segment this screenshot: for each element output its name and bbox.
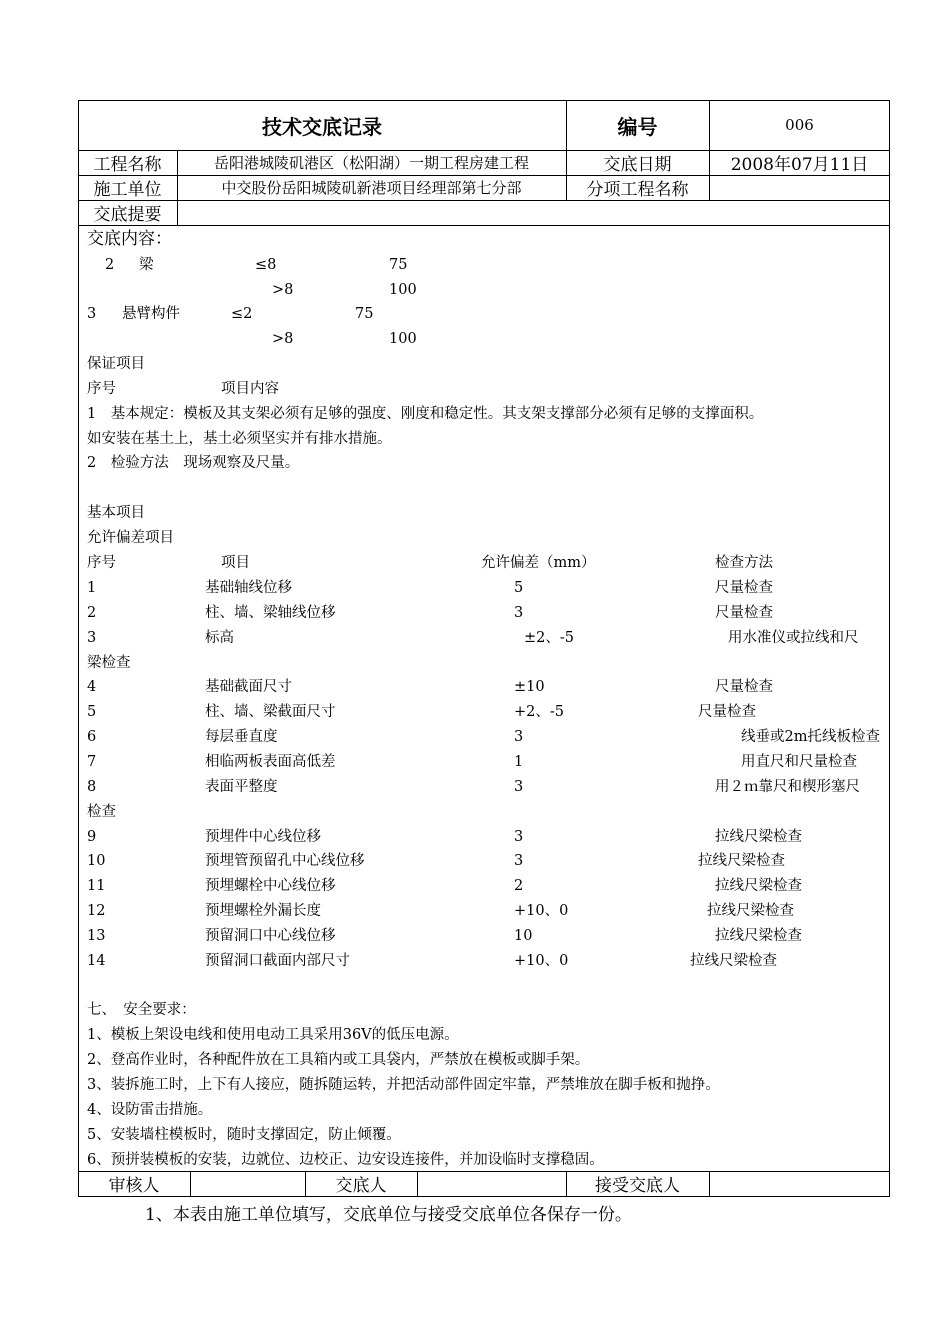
project-value[interactable]: 岳阳港城陵矶港区（松阳湖）一期工程房建工程 bbox=[213, 154, 529, 172]
border-left bbox=[78, 100, 79, 1197]
row-no: 2 bbox=[87, 605, 97, 621]
row-method: 用直尺和尺量检查 bbox=[741, 754, 857, 770]
beam-name: 梁 bbox=[139, 257, 154, 273]
table-row-cont: 检查 bbox=[87, 804, 116, 820]
unit-label: 施工单位 bbox=[93, 180, 162, 200]
safety-item: 2、登高作业时，各种配件放在工具箱内或工具袋内，严禁放在模板或脚手架。 bbox=[87, 1052, 590, 1068]
row-item: 预埋螺栓外漏长度 bbox=[205, 903, 321, 919]
cantilever-val2: 100 bbox=[389, 331, 417, 347]
receiver-label: 接受交底人 bbox=[595, 1176, 680, 1196]
row-item: 柱、墙、梁截面尺寸 bbox=[205, 704, 336, 720]
cantilever-no: 3 bbox=[87, 306, 97, 322]
row-item: 标高 bbox=[205, 630, 234, 646]
row-item: 表面平整度 bbox=[205, 779, 278, 795]
cantilever-cond1: ≤2 bbox=[231, 306, 253, 322]
form-title: 技术交底记录 bbox=[262, 114, 382, 139]
tolerance-title: 允许偏差项目 bbox=[87, 530, 174, 546]
row-item: 柱、墙、梁轴线位移 bbox=[205, 605, 336, 621]
content-intro: 交底内容： bbox=[87, 229, 172, 249]
row-item: 基础截面尺寸 bbox=[205, 679, 292, 695]
row-no: 4 bbox=[87, 679, 97, 695]
row-tolerance: 3 bbox=[514, 829, 524, 845]
guarantee-item-1-cont: 如安装在基土上，基土必须坚实并有排水措施。 bbox=[87, 431, 392, 447]
row-method: 拉线尺梁检查 bbox=[690, 953, 777, 969]
summary-value[interactable] bbox=[177, 200, 889, 225]
subproject-value[interactable] bbox=[709, 175, 890, 200]
beam-val2: 100 bbox=[389, 282, 417, 298]
unit-value[interactable]: 中交股份岳阳城陵矶新港项目经理部第七分部 bbox=[221, 179, 522, 197]
row-method: 尺量检查 bbox=[715, 605, 773, 621]
number-value[interactable]: 006 bbox=[785, 116, 814, 134]
row-item: 相临两板表面高低差 bbox=[205, 754, 336, 770]
guarantee-item-1: 1 基本规定：模板及其支架必须有足够的强度、刚度和稳定性。其支架支撑部分必须有足够的支撑面积。 bbox=[87, 406, 764, 422]
row-tolerance: 1 bbox=[514, 754, 524, 770]
beam-val1: 75 bbox=[389, 257, 408, 273]
row-no: 6 bbox=[87, 729, 97, 745]
receiver-field[interactable] bbox=[709, 1171, 890, 1196]
beam-cond1: ≤8 bbox=[255, 257, 277, 273]
footnote: 1、本表由施工单位填写，交底单位与接受交底单位各保存一份。 bbox=[145, 1205, 632, 1225]
row-method: 拉线尺梁检查 bbox=[715, 928, 802, 944]
row-tolerance: +2、-5 bbox=[514, 704, 564, 720]
row-item: 预埋件中心线位移 bbox=[205, 829, 321, 845]
row-tolerance: +10、0 bbox=[514, 953, 569, 969]
row-no: 8 bbox=[87, 779, 97, 795]
row-tolerance: 2 bbox=[514, 878, 524, 894]
divider-summary bbox=[78, 225, 890, 226]
reviewer-field[interactable] bbox=[190, 1171, 305, 1196]
row-method: 拉线尺梁检查 bbox=[715, 878, 802, 894]
header-tolerance: 允许偏差（mm） bbox=[481, 555, 596, 571]
basic-title: 基本项目 bbox=[87, 505, 145, 521]
number-label: 编号 bbox=[617, 114, 658, 139]
row-no: 14 bbox=[87, 953, 106, 969]
row-item: 预留洞口中心线位移 bbox=[205, 928, 336, 944]
row-method: 拉线尺梁检查 bbox=[707, 903, 794, 919]
reviewer-label: 审核人 bbox=[108, 1176, 160, 1196]
project-label: 工程名称 bbox=[93, 155, 162, 175]
row-method: 用水准仪或拉线和尺 bbox=[728, 630, 859, 646]
presenter-label: 交底人 bbox=[335, 1176, 387, 1196]
guarantee-header-no: 序号 bbox=[87, 381, 116, 397]
row-method: 尺量检查 bbox=[715, 580, 773, 596]
row-no: 1 bbox=[87, 580, 97, 596]
header-no: 序号 bbox=[87, 555, 116, 571]
row-no: 5 bbox=[87, 704, 97, 720]
cantilever-cond2: >8 bbox=[272, 331, 294, 347]
safety-item: 1、模板上架设电线和使用电动工具采用36V的低压电源。 bbox=[87, 1027, 459, 1043]
row-item: 预埋管预留孔中心线位移 bbox=[205, 853, 365, 869]
presenter-field[interactable] bbox=[417, 1171, 566, 1196]
cantilever-name: 悬臂构件 bbox=[122, 306, 180, 322]
safety-item: 4、设防雷击措施。 bbox=[87, 1102, 213, 1118]
row-method: 尺量检查 bbox=[698, 704, 756, 720]
row-tolerance: 3 bbox=[514, 779, 524, 795]
row-method: 线垂或2m托线板检查 bbox=[741, 729, 880, 745]
row-tolerance: ±10 bbox=[514, 679, 545, 695]
safety-item: 3、装拆施工时，上下有人接应，随拆随运转，并把活动部件固定牢靠，严禁堆放在脚手板和抛挣。 bbox=[87, 1077, 720, 1093]
row-tolerance: ±2、-5 bbox=[524, 630, 574, 646]
row-no: 11 bbox=[87, 878, 106, 894]
row-tolerance: +10、0 bbox=[514, 903, 569, 919]
row-method: 拉线尺梁检查 bbox=[698, 853, 785, 869]
row-item: 预埋螺栓中心线位移 bbox=[205, 878, 336, 894]
date-label: 交底日期 bbox=[603, 155, 672, 175]
beam-no: 2 bbox=[105, 257, 115, 273]
row-no: 9 bbox=[87, 829, 97, 845]
row-method: 用２ｍ靠尺和楔形塞尺 bbox=[715, 779, 860, 795]
row-method: 尺量检查 bbox=[715, 679, 773, 695]
header-item: 项目 bbox=[221, 555, 250, 571]
row-no: 10 bbox=[87, 853, 106, 869]
row-no: 12 bbox=[87, 903, 106, 919]
cantilever-val1: 75 bbox=[355, 306, 374, 322]
row-tolerance: 10 bbox=[514, 928, 533, 944]
row-no: 7 bbox=[87, 754, 97, 770]
border-right bbox=[889, 100, 890, 1197]
guarantee-title: 保证项目 bbox=[87, 356, 145, 372]
row-tolerance: 3 bbox=[514, 853, 524, 869]
row-method: 拉线尺梁检查 bbox=[715, 829, 802, 845]
safety-item: 5、安装墙柱模板时，随时支撑固定，防止倾覆。 bbox=[87, 1127, 401, 1143]
date-value[interactable]: 2008年07月11日 bbox=[730, 155, 869, 175]
row-tolerance: 3 bbox=[514, 729, 524, 745]
border-bottom bbox=[78, 1196, 890, 1197]
row-item: 预留洞口截面内部尺寸 bbox=[205, 953, 350, 969]
guarantee-item-2: 2 检验方法 现场观察及尺量。 bbox=[87, 455, 300, 471]
safety-title: 七、 安全要求： bbox=[87, 1002, 196, 1018]
safety-item: 6、预拼装模板的安装，边就位、边校正、边安设连接件，并加设临时支撑稳固。 bbox=[87, 1152, 604, 1168]
table-row-cont: 梁检查 bbox=[87, 655, 131, 671]
row-item: 每层垂直度 bbox=[205, 729, 278, 745]
row-tolerance: 3 bbox=[514, 605, 524, 621]
subproject-label: 分项工程名称 bbox=[586, 180, 689, 200]
guarantee-header-item: 项目内容 bbox=[221, 381, 279, 397]
row-tolerance: 5 bbox=[514, 580, 524, 596]
summary-label: 交底提要 bbox=[93, 205, 162, 225]
row-no: 13 bbox=[87, 928, 106, 944]
row-item: 基础轴线位移 bbox=[205, 580, 292, 596]
header-method: 检查方法 bbox=[715, 555, 773, 571]
beam-cond2: >8 bbox=[272, 282, 294, 298]
row-no: 3 bbox=[87, 630, 97, 646]
